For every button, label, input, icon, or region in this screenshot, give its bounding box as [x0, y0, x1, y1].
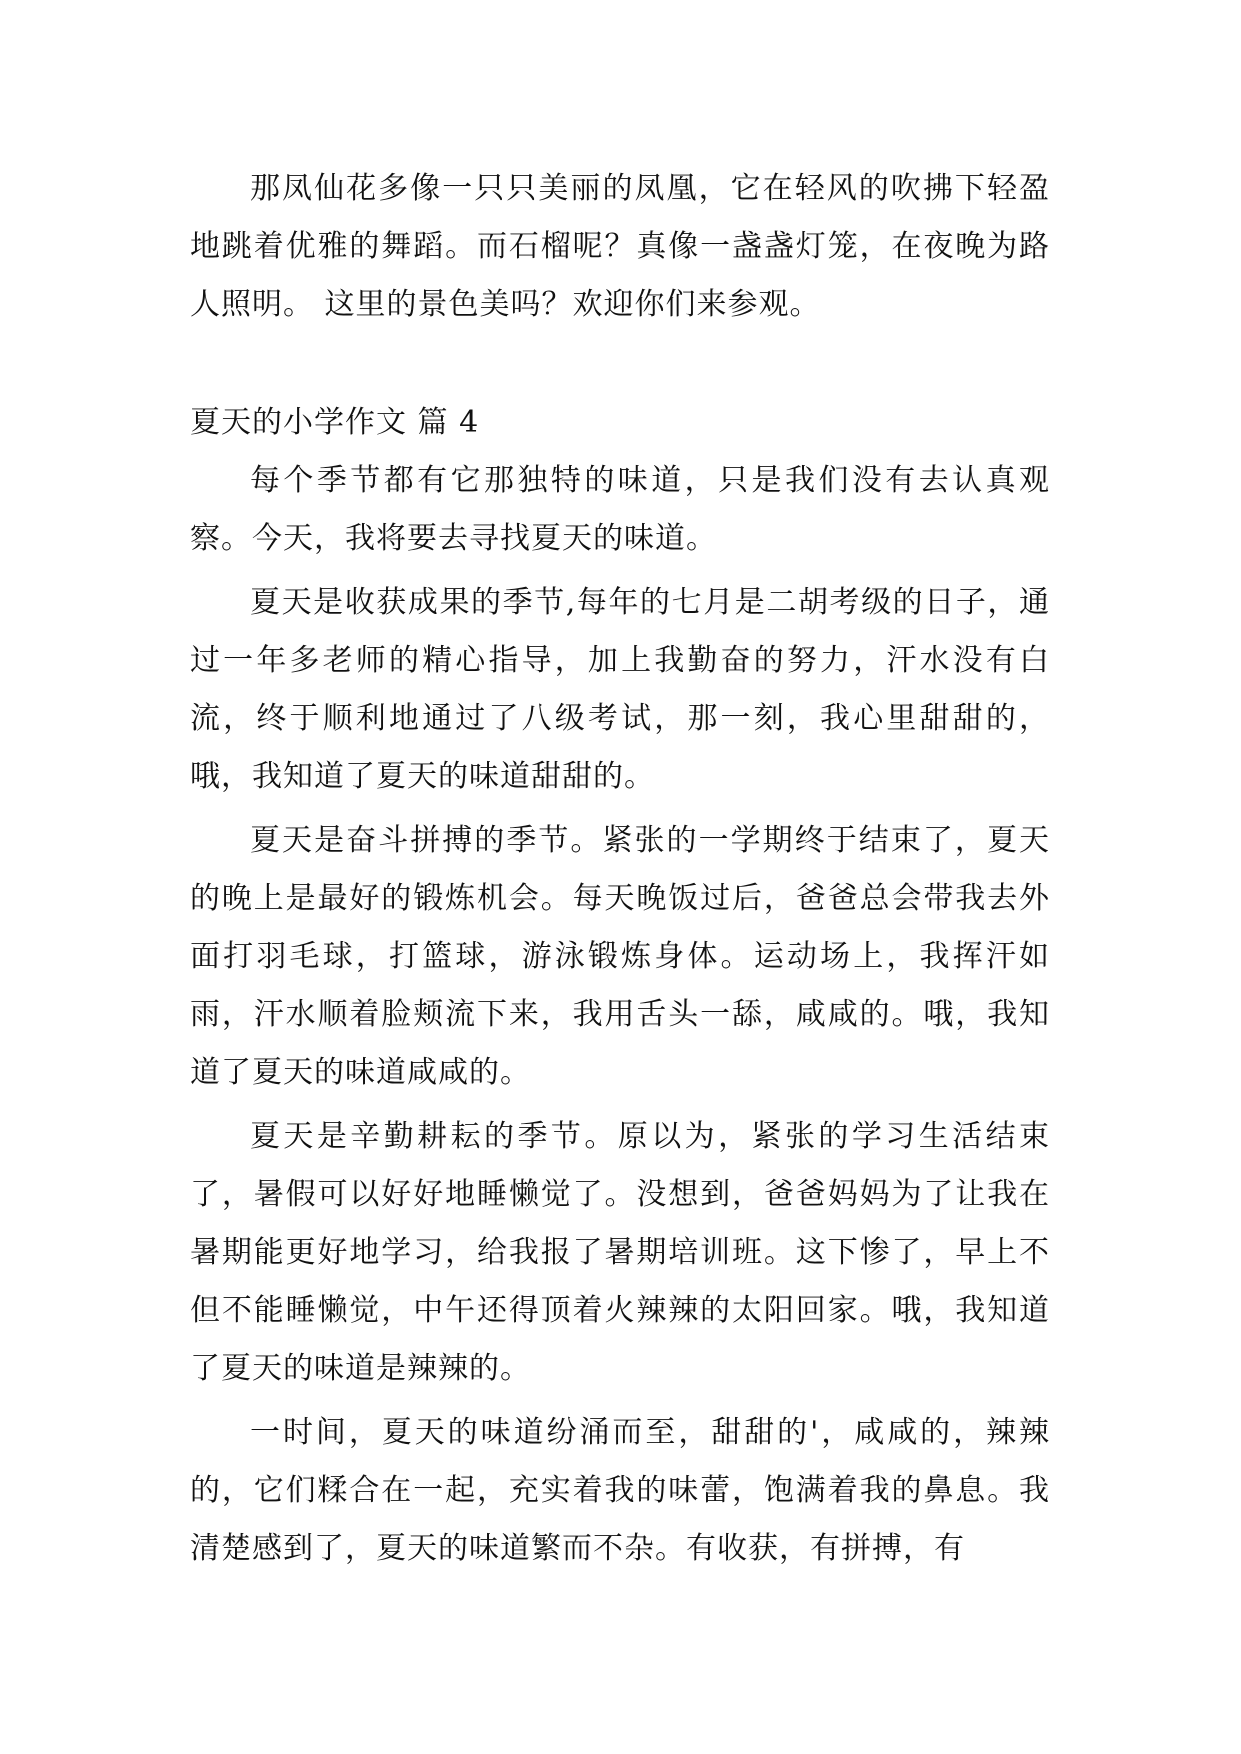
section-spacer	[190, 334, 1050, 394]
section-paragraph-4: 夏天是辛勤耕耘的季节。原以为，紧张的学习生活结束了，暑假可以好好地睡懒觉了。没想到，爸爸妈妈为了让我在暑期能更好地学习，给我报了暑期培训班。这下惨了，早上不但不能睡懒觉，中午还得顶着火辣辣的太阳回家。哦，我知道了夏天的味道是辣辣的。	[190, 1119, 1050, 1386]
section-paragraph-5: 一时间，夏天的味道纷涌而至，甜甜的'，咸咸的，辣辣的，它们糅合在一起，充实着我的味蕾，饱满着我的鼻息。我清楚感到了，夏天的味道繁而不杂。有收获，有拼搏，有	[190, 1415, 1050, 1566]
section-paragraph-2: 夏天是收获成果的季节,每年的七月是二胡考级的日子，通过一年多老师的精心指导，加上我勤奋的努力，汗水没有白流，终于顺利地通过了八级考试，那一刻，我心里甜甜的，哦，我知道了夏天的味道甜甜的。	[190, 585, 1050, 794]
section-paragraph-1: 每个季节都有它那独特的味道，只是我们没有去认真观察。今天，我将要去寻找夏天的味道。	[190, 463, 1050, 556]
section-title: 夏天的小学作文 篇 4	[190, 405, 480, 440]
intro-paragraph: 那凤仙花多像一只只美丽的凤凰，它在轻风的吹拂下轻盈地跳着优雅的舞蹈。而石榴呢？真像一盏盏灯笼，在夜晚为路人照明。 这里的景色美吗？欢迎你们来参观。	[190, 171, 1050, 322]
document-body	[190, 160, 1050, 1578]
section-paragraph-3: 夏天是奋斗拼搏的季节。紧张的一学期终于结束了，夏天的晚上是最好的锻炼机会。每天晚饭过后，爸爸总会带我去外面打羽毛球，打篮球，游泳锻炼身体。运动场上，我挥汗如雨，汗水顺着脸颊流下来，我用舌头一舔，咸咸的。哦，我知道了夏天的味道咸咸的。	[190, 823, 1050, 1090]
